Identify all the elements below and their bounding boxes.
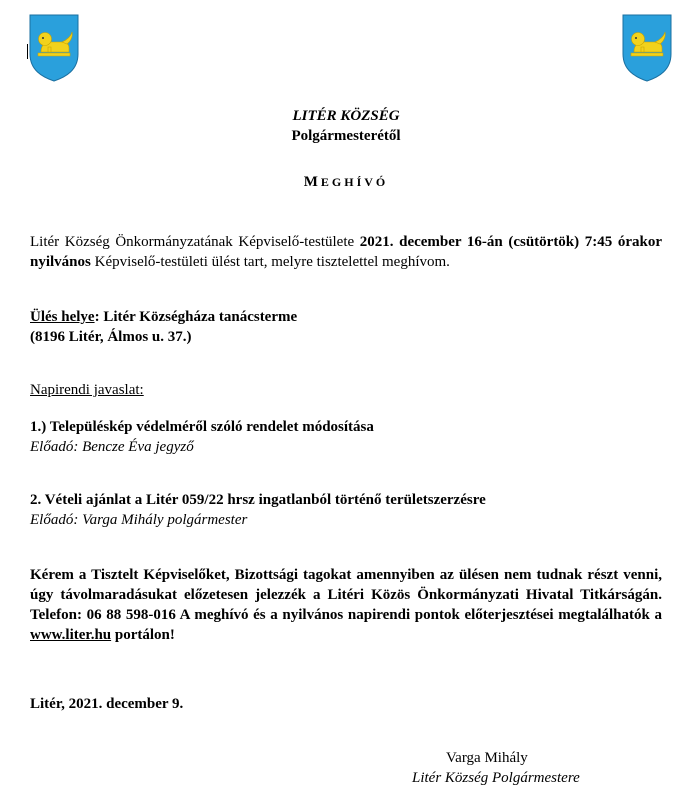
invitation-heading (0, 172, 692, 192)
invitation-heading-rest: EGHÍVÓ (320, 175, 389, 189)
intro-text-1: Litér Község Önkormányzatának Képviselő-testülete (30, 234, 360, 250)
agenda-item-presenter: Előadó: Varga Mihály polgármester (30, 512, 248, 528)
agenda-item-title: 1.) Településkép védelméről szóló rendelet módosítása (30, 419, 374, 435)
page-edge-mark (27, 44, 28, 59)
coat-of-arms-icon (622, 14, 672, 82)
signer-title: Litér Község Polgármestere (412, 770, 580, 786)
place-and-date: Litér, 2021. december 9. (30, 696, 184, 712)
venue-label: Ülés helye (30, 309, 95, 325)
intro-text-2: Képviselő-testületi ülést tart, melyre tisztelettel meghívom. (90, 254, 450, 270)
document-title: LITÉR KÖZSÉG (292, 108, 400, 124)
agenda-item (30, 417, 662, 457)
intro-paragraph (30, 232, 662, 272)
agenda-label: Napirendi javaslat: (30, 382, 144, 398)
document-subtitle: Polgármesterétől (291, 128, 401, 144)
venue-block (30, 307, 662, 347)
notice-paragraph (30, 565, 662, 645)
agenda-item-presenter: Előadó: Bencze Éva jegyző (30, 439, 194, 455)
notice-text-1: Kérem a Tisztelt Képviselőket, Bizottsági tagokat amennyiben az ülésen nem tudnak részt venni, úgy távolmaradásukat előzetesen jelezzék a Litéri Közös Önkormányzati Hivatal Titkárságán. Telefon: 06 88 598-016 A meghívó és a nyilvános napirendi pontok előterjesztései megtalálhatók a (30, 567, 662, 623)
invitation-heading-initial: M (303, 174, 321, 190)
venue-line-1 (30, 307, 662, 327)
agenda-item-title: 2. Vételi ajánlat a Litér 059/22 hrsz ingatlanból történő területszerzésre (30, 492, 486, 508)
intro-datetime: 2021. december 16-án (csütörtök) 7:45 órakor nyilvános (30, 234, 662, 270)
venue-address: (8196 Litér, Álmos u. 37.) (30, 329, 192, 345)
signer-name: Varga Mihály (446, 750, 528, 766)
venue-name: : Litér Községháza tanácsterme (94, 309, 298, 325)
agenda-item (30, 490, 662, 530)
coat-of-arms-icon (29, 14, 79, 82)
notice-text-2: portálon! (111, 627, 175, 643)
website-link[interactable]: www.liter.hu (30, 627, 112, 643)
